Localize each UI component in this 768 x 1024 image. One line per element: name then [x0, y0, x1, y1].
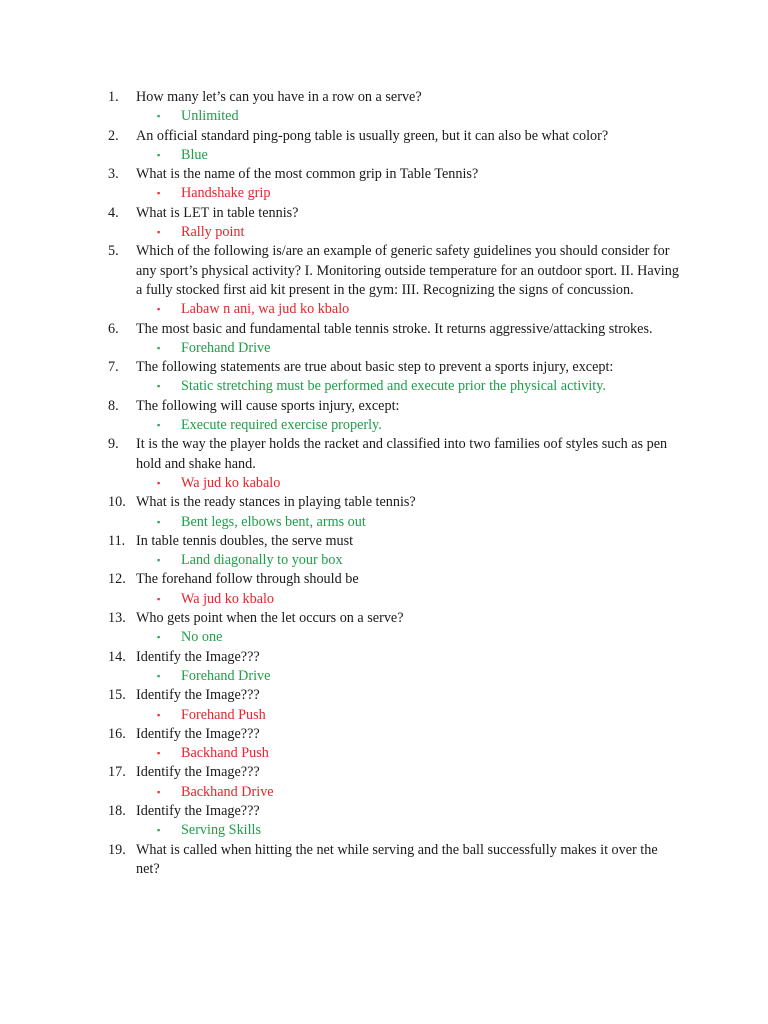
answer-text: Backhand Drive — [181, 783, 274, 800]
question-text: The following will cause sports injury, except: — [136, 397, 400, 414]
document-page — [0, 88, 768, 879]
answer-text: Backhand Push — [181, 745, 269, 762]
question-number: 14. — [108, 648, 126, 665]
question-number: 1. — [108, 89, 119, 105]
question-number: 11. — [108, 532, 126, 549]
answer-text: Execute required exercise properly. — [181, 417, 382, 434]
question-item — [0, 570, 768, 609]
square-bullet-icon: ▪ — [157, 381, 161, 392]
question-text: Identify the Image??? — [136, 802, 260, 819]
square-bullet-icon: ▪ — [157, 304, 161, 315]
answer-item — [136, 706, 680, 725]
square-bullet-icon: ▪ — [157, 748, 161, 759]
question-item — [0, 763, 768, 802]
question-text: What is called when hitting the net while serving and the ball successfully makes it over the net? — [136, 841, 658, 877]
question-item — [0, 532, 768, 571]
question-number: 16. — [108, 725, 126, 742]
square-bullet-icon: ▪ — [157, 420, 161, 431]
answer-text: Land diagonally to your box — [181, 552, 343, 569]
question-item — [0, 320, 768, 359]
question-number: 6. — [108, 320, 119, 337]
question-item — [0, 802, 768, 841]
question-item — [0, 725, 768, 764]
question-item — [0, 88, 768, 127]
question-text: Which of the following is/are an example of generic safety guidelines you should consider for any sport’s physical activity? I. Monitoring outside temperature for an outdoor sport. II. Having a fully stocked first aid kit present in the gym: III. Recognizing the signs of concussion. — [136, 243, 679, 298]
answer-text: Blue — [181, 146, 208, 163]
answer-text: Serving Skills — [181, 822, 262, 839]
square-bullet-icon: ▪ — [157, 188, 161, 199]
answer-text: Forehand Drive — [181, 667, 271, 684]
square-bullet-icon: ▪ — [157, 555, 161, 566]
question-text: How many let’s can you have in a row on a serve? — [136, 89, 422, 105]
question-text: Identify the Image??? — [136, 725, 260, 742]
question-number: 8. — [108, 397, 119, 414]
answer-item — [136, 474, 680, 493]
question-text: The most basic and fundamental table tennis stroke. It returns aggressive/attacking strokes. — [136, 320, 653, 337]
answer-item — [136, 513, 680, 532]
question-number: 4. — [108, 204, 119, 221]
question-text: The forehand follow through should be — [136, 571, 359, 588]
answer-item — [136, 223, 680, 242]
square-bullet-icon: ▪ — [157, 227, 161, 238]
question-text: Identify the Image??? — [136, 764, 260, 781]
answer-text: Wa jud ko kabalo — [181, 474, 281, 491]
question-number: 13. — [108, 610, 126, 627]
question-text: Identify the Image??? — [136, 648, 260, 665]
answer-item — [136, 744, 680, 763]
answer-item — [136, 107, 680, 126]
square-bullet-icon: ▪ — [157, 111, 161, 122]
question-item — [0, 686, 768, 725]
answer-text: Bent legs, elbows bent, arms out — [181, 513, 366, 530]
answer-item — [136, 551, 680, 570]
question-item — [0, 841, 768, 880]
question-item — [0, 358, 768, 397]
answer-item — [136, 628, 680, 647]
square-bullet-icon: ▪ — [157, 149, 161, 160]
question-item — [0, 127, 768, 166]
square-bullet-icon: ▪ — [157, 786, 161, 797]
square-bullet-icon: ▪ — [157, 342, 161, 353]
question-item — [0, 648, 768, 687]
question-number: 15. — [108, 687, 126, 704]
question-number: 9. — [108, 436, 119, 453]
answer-text: Forehand Push — [181, 706, 266, 723]
answer-item — [136, 300, 680, 319]
square-bullet-icon: ▪ — [157, 516, 161, 527]
answer-item — [136, 416, 680, 435]
question-number: 10. — [108, 494, 126, 511]
answer-item — [136, 667, 680, 686]
question-text: An official standard ping-pong table is usually green, but it can also be what color? — [136, 127, 609, 144]
question-text: The following statements are true about basic step to prevent a sports injury, except: — [136, 359, 614, 376]
question-number: 5. — [108, 243, 119, 260]
answer-text: Labaw n ani, wa jud ko kbalo — [181, 301, 350, 318]
answer-item — [136, 339, 680, 358]
question-number: 18. — [108, 802, 126, 819]
question-number: 2. — [108, 127, 119, 144]
answer-text: Static stretching must be performed and execute prior the physical activity. — [181, 378, 606, 395]
square-bullet-icon: ▪ — [157, 709, 161, 720]
square-bullet-icon: ▪ — [157, 825, 161, 836]
question-item — [0, 397, 768, 436]
question-text: What is LET in table tennis? — [136, 204, 299, 221]
question-list — [0, 88, 768, 879]
question-item — [0, 242, 768, 319]
question-item — [0, 435, 768, 493]
question-text: Who gets point when the let occurs on a serve? — [136, 610, 404, 627]
question-item — [0, 493, 768, 532]
question-number: 12. — [108, 571, 126, 588]
answer-item — [136, 783, 680, 802]
question-text: It is the way the player holds the racket and classified into two families oof styles such as pen hold and shake hand. — [136, 436, 668, 472]
question-number: 7. — [108, 359, 119, 376]
question-number: 3. — [108, 166, 119, 183]
square-bullet-icon: ▪ — [157, 632, 161, 643]
answer-text: Handshake grip — [181, 185, 271, 202]
question-text: Identify the Image??? — [136, 687, 260, 704]
square-bullet-icon: ▪ — [157, 593, 161, 604]
question-item — [0, 165, 768, 204]
square-bullet-icon: ▪ — [157, 477, 161, 488]
question-text: In table tennis doubles, the serve must — [136, 532, 354, 549]
question-item — [0, 609, 768, 648]
answer-text: Wa jud ko kbalo — [181, 590, 275, 607]
question-number: 19. — [108, 841, 126, 858]
answer-text: Unlimited — [181, 108, 239, 125]
answer-item — [136, 821, 680, 840]
answer-text: Rally point — [181, 224, 245, 241]
answer-text: No one — [181, 629, 223, 646]
square-bullet-icon: ▪ — [157, 670, 161, 681]
question-number: 17. — [108, 764, 126, 781]
question-text: What is the ready stances in playing table tennis? — [136, 494, 416, 511]
question-text: What is the name of the most common grip in Table Tennis? — [136, 166, 479, 183]
answer-item — [136, 590, 680, 609]
answer-text: Forehand Drive — [181, 339, 271, 356]
answer-item — [136, 184, 680, 203]
answer-item — [136, 146, 680, 165]
question-item — [0, 204, 768, 243]
answer-item — [136, 377, 680, 396]
